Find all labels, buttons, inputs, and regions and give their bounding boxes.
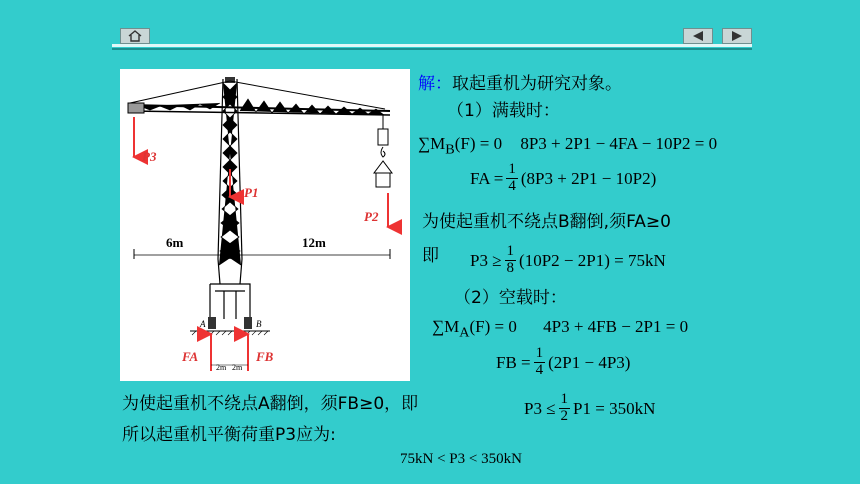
- triangle-left-icon: [691, 30, 705, 42]
- solution-intro-line: [418, 76, 622, 93]
- eq6-rhs: P1 = 350kN: [573, 398, 656, 418]
- eq6-den: 2: [560, 407, 569, 424]
- eq2-den: 4: [508, 177, 516, 194]
- label-6m: 6m: [166, 235, 184, 250]
- eq2-lhs: FA =: [470, 168, 504, 188]
- label-fb: FB: [256, 349, 274, 364]
- solution-prefix: 解：: [418, 74, 452, 94]
- equation-3: [470, 244, 666, 277]
- label-12m: 12m: [302, 235, 326, 250]
- prev-button[interactable]: [683, 28, 713, 44]
- condition-2: 为使起重机不绕点A翻倒，须FB≥0，即: [122, 394, 419, 414]
- case2-heading: （2）空载时：: [454, 288, 567, 308]
- header-rule-shadow: [112, 48, 752, 50]
- crane-diagram: [120, 69, 410, 381]
- next-button[interactable]: [722, 28, 752, 44]
- eq2-num: 1: [508, 161, 516, 177]
- case1-heading: （1）满载时：: [447, 101, 560, 121]
- conclusion: 所以起重机平衡荷重P3应为:: [122, 425, 336, 445]
- crane-figure: [120, 69, 410, 381]
- condition-1: 为使起重机不绕点B翻倒,须FA≥0: [422, 212, 671, 232]
- ji-label: 即: [422, 246, 439, 266]
- eq3-rhs: (10P2 − 2P1) = 75kN: [519, 250, 666, 270]
- label-p2: P2: [364, 209, 379, 224]
- eq5-rhs: (2P1 − 4P3): [548, 352, 631, 372]
- label-a: A: [200, 319, 206, 329]
- final-range: 75kN < P3 < 350kN: [400, 451, 522, 467]
- eq1-sum: ∑M: [418, 134, 446, 153]
- label-p3: P3: [142, 149, 157, 164]
- eq4-moment: 4P3 + 4FB − 2P1 = 0: [543, 317, 689, 336]
- eq5-fraction: [534, 346, 546, 379]
- label-fa: FA: [182, 349, 199, 364]
- eq2-fraction: [506, 162, 518, 195]
- eq4-rest: (F) = 0: [469, 317, 517, 336]
- eq5-lhs: FB =: [496, 352, 531, 372]
- header-rule: [112, 44, 752, 47]
- eq3-fraction: [505, 244, 517, 277]
- eq5-den: 4: [535, 361, 544, 378]
- equation-6: [524, 392, 655, 425]
- eq1-sub: B: [445, 141, 455, 158]
- label-p1: P1: [244, 185, 259, 200]
- eq6-fraction: [559, 392, 571, 425]
- label-b: B: [256, 319, 262, 329]
- eq3-num: 1: [506, 243, 515, 259]
- eq6-num: 1: [560, 391, 569, 407]
- eq3-den: 8: [506, 259, 515, 276]
- eq6-lhs: P3 ≤: [524, 398, 556, 418]
- equation-5: [496, 346, 630, 379]
- eq4-sub: A: [459, 324, 470, 341]
- label-2m-left: 2m: [216, 363, 227, 372]
- eq3-lhs: P3 ≥: [470, 250, 502, 270]
- eq5-num: 1: [535, 345, 544, 361]
- equation-2: [470, 162, 656, 195]
- solution-intro: 取起重机为研究对象。: [452, 74, 622, 94]
- eq1-rest: (F) = 0: [454, 134, 503, 153]
- eq4-sum: ∑M: [432, 317, 460, 336]
- eq1-moment: 8P3 + 2P1 − 4FA − 10P2 = 0: [520, 134, 718, 153]
- home-icon: [128, 30, 142, 42]
- eq2-rhs: (8P3 + 2P1 − 10P2): [520, 168, 657, 188]
- label-2m-right: 2m: [232, 363, 243, 372]
- equation-1: [418, 135, 717, 157]
- triangle-right-icon: [730, 30, 744, 42]
- equation-4: [432, 318, 688, 340]
- home-button[interactable]: [120, 28, 150, 44]
